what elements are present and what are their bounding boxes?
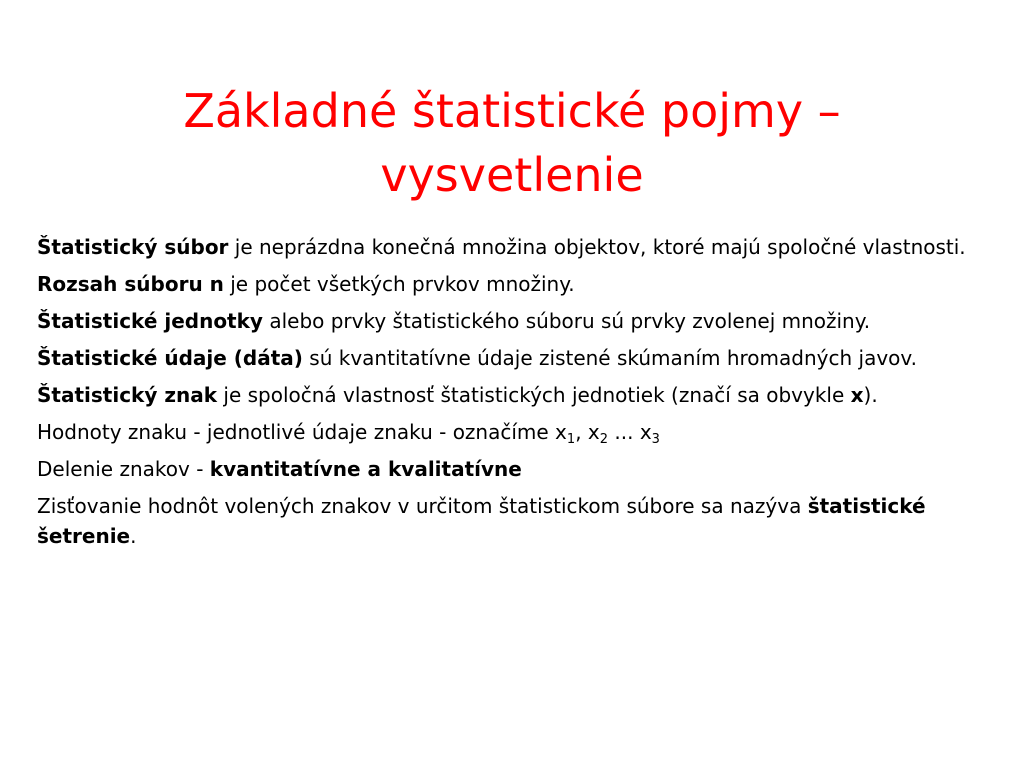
definition-statistical-data [37,343,987,373]
slide-title-line-1: Základné štatistické pojmy – [183,83,841,138]
term: Štatistické údaje (dáta) [37,346,303,370]
definition-statistical-set [37,232,987,262]
term: Štatistické jednotky [37,309,263,333]
slide-title [60,79,964,207]
values-separator-2: ... x [608,420,652,444]
term: Štatistický súbor [37,235,229,259]
division-prefix: Delenie znakov - [37,457,210,481]
slide-body [37,232,987,558]
term: Rozsah súboru n [37,272,224,296]
values-prefix: Hodnoty znaku - jednotlivé údaje znaku - označíme x [37,420,567,444]
values-line [37,417,987,447]
definition-text: je neprázdna konečná množina objektov, ktoré majú spoločné vlastnosti. [228,235,966,259]
slide-title-line-2: vysvetlenie [380,147,644,202]
definition-text: sú kvantitatívne údaje zistené skúmaním hromadných javov. [302,346,918,370]
division-types: kvantitatívne a kvalitatívne [209,457,522,481]
definition-text-end: ). [863,383,878,407]
definition-text: je počet všetkých prvkov množiny. [223,272,575,296]
definition-set-size [37,269,987,299]
survey-suffix: . [130,524,137,548]
subscript-3: 3 [651,432,660,447]
symbol-x: x [850,383,864,407]
subscript-1: 1 [566,432,576,447]
definition-statistical-sign [37,380,987,410]
term: Štatistický znak [37,383,218,407]
survey-line [37,491,987,551]
division-line [37,454,987,484]
definition-text: je spoločná vlastnosť štatistických jednotiek (značí sa obvykle [217,383,851,407]
definition-statistical-units [37,306,987,336]
subscript-2: 2 [599,432,609,447]
survey-term: štatistické šetrenie [37,494,926,548]
definition-text: alebo prvky štatistického súboru sú prvky zvolenej množiny. [262,309,871,333]
values-separator-1: , x [575,420,600,444]
survey-prefix: Zisťovanie hodnôt volených znakov v určitom štatistickom súbore sa nazýva [37,494,808,518]
